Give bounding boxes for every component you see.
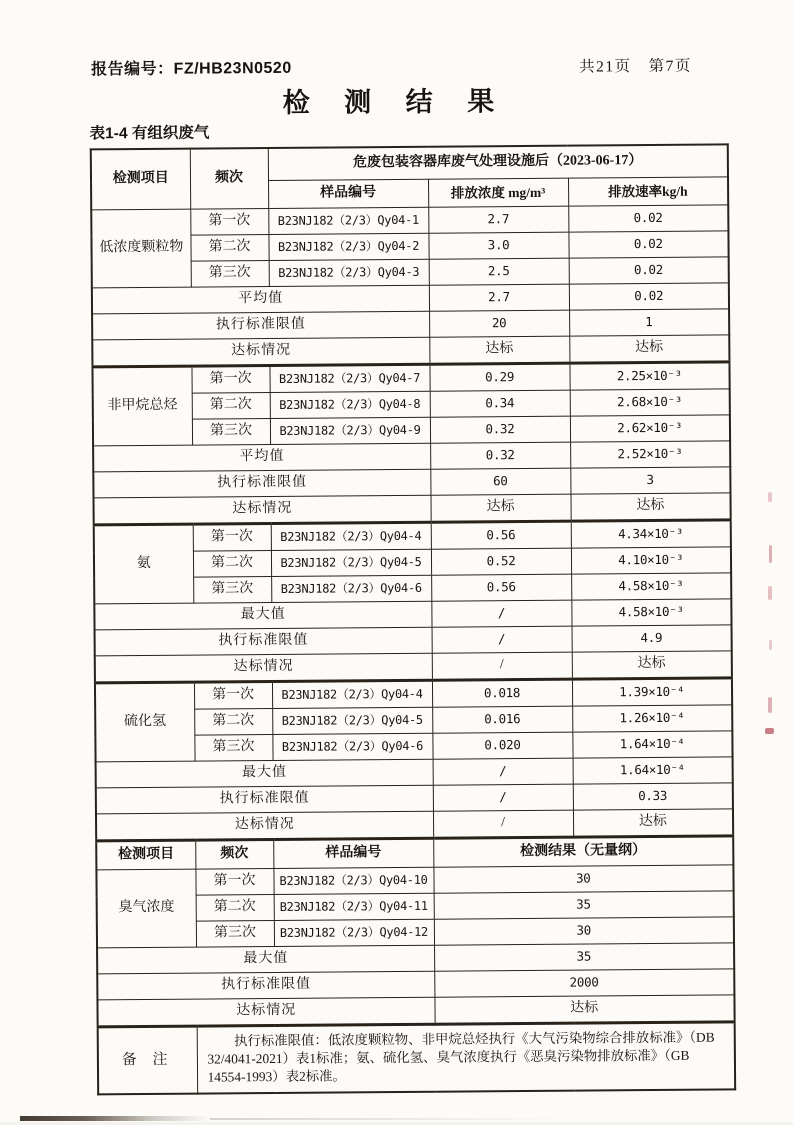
limit-rate-cell: 3 — [570, 467, 730, 494]
conc-cell: 0.32 — [430, 416, 570, 443]
pollutant-name-cell: 硫化氢 — [95, 682, 195, 762]
summary-rate-cell: 0.02 — [569, 283, 729, 310]
header-item-cell: 检测项目 — [91, 149, 190, 210]
report-number: 报告编号：FZ/HB23N0520 — [91, 59, 292, 79]
pollutant-name-cell: 低浓度颗粒物 — [91, 209, 191, 288]
conc-cell: 3.0 — [428, 232, 568, 259]
sample-id-cell: B23NJ182（2/3）Qy04-9 — [270, 417, 430, 444]
freq-cell: 第二次 — [194, 709, 272, 736]
sample-id-cell: B23NJ182（2/3）Qy04-2 — [268, 233, 428, 260]
limit-conc-cell: 60 — [430, 468, 570, 495]
conc-cell: 0.020 — [432, 732, 572, 759]
freq-cell: 第三次 — [191, 261, 269, 288]
header-sample-cell: 样品编号 — [268, 179, 428, 208]
table-caption: 表1-4 有组织废气 — [89, 124, 210, 143]
limit-conc-cell: / — [432, 626, 572, 653]
summary-label-cell: 平均值 — [92, 285, 429, 314]
conc-cell: 0.52 — [431, 548, 571, 575]
header-rate-cell: 排放速率kg/h — [568, 177, 728, 206]
limit-rate-cell: 1 — [569, 309, 729, 336]
freq-cell: 第一次 — [195, 869, 273, 896]
freq-cell: 第三次 — [192, 419, 270, 446]
remark-label-cell: 备 注 — [98, 1026, 198, 1094]
header-row-1 — [91, 144, 728, 182]
rate-cell: 1.26×10⁻⁴ — [572, 705, 732, 732]
red-bleed-mark — [768, 586, 772, 600]
limit-rate-cell: 0.33 — [573, 783, 733, 810]
conc-cell: 0.29 — [429, 363, 569, 391]
remark-body-cell — [197, 1022, 736, 1094]
conc-cell: 0.016 — [432, 706, 572, 733]
sample-id-cell: B23NJ182（2/3）Qy04-8 — [270, 391, 430, 418]
limit-label-cell: 执行标准限值 — [97, 971, 434, 1000]
limit-conc-cell: 20 — [429, 310, 569, 337]
status-result-cell: 达标 — [434, 995, 734, 1024]
freq-cell: 第二次 — [192, 393, 270, 420]
freq-cell: 第一次 — [191, 366, 269, 394]
rate-cell: 4.34×10⁻³ — [571, 520, 731, 548]
summary-rate-cell: 4.58×10⁻³ — [571, 599, 731, 626]
summary-label-cell: 最大值 — [94, 601, 431, 630]
status-rate-cell: 达标 — [569, 335, 729, 363]
conc-cell: 0.34 — [430, 390, 570, 417]
remark-row — [98, 1022, 736, 1095]
limit-label-cell: 执行标准限值 — [95, 627, 432, 656]
red-bleed-mark — [769, 545, 772, 563]
rate-cell: 1.39×10⁻⁴ — [572, 678, 732, 706]
pollutant-name-cell: 氨 — [94, 524, 194, 604]
header-item-cell: 检测项目 — [96, 840, 195, 870]
status-conc-cell: / — [433, 810, 573, 838]
freq-cell: 第二次 — [196, 895, 274, 922]
freq-cell: 第一次 — [193, 524, 271, 552]
status-rate-cell: 达标 — [573, 809, 733, 837]
rate-cell: 0.02 — [568, 231, 728, 258]
scan-edge-smudge — [20, 1116, 210, 1121]
summary-result-cell: 35 — [434, 943, 734, 971]
freq-cell: 第二次 — [193, 551, 271, 578]
rate-cell: 1.64×10⁻⁴ — [572, 731, 732, 758]
red-bleed-mark — [769, 640, 772, 650]
freq-cell: 第一次 — [194, 682, 272, 710]
status-label-cell: 达标情况 — [95, 653, 432, 683]
freq-cell: 第一次 — [190, 209, 268, 236]
header-freq-cell: 频次 — [190, 148, 268, 209]
sample-id-cell: B23NJ182（2/3）Qy04-6 — [272, 733, 432, 760]
results-table — [90, 143, 736, 1095]
header-result-cell: 检测结果（无量纲） — [433, 836, 733, 867]
limit-conc-cell: / — [433, 784, 573, 811]
scan-edge-smudge-faint — [210, 1118, 570, 1120]
result-cell: 30 — [434, 917, 734, 945]
summary-conc-cell: 2.7 — [429, 284, 569, 311]
summary-label-cell: 平均值 — [93, 443, 430, 472]
limit-label-cell: 执行标准限值 — [93, 469, 430, 498]
freq-cell: 第三次 — [193, 577, 271, 604]
conc-cell: 0.56 — [431, 521, 571, 549]
summary-rate-cell: 2.52×10⁻³ — [570, 441, 730, 468]
freq-cell: 第三次 — [196, 921, 274, 948]
conc-cell: 2.7 — [428, 206, 568, 233]
status-conc-cell: 达标 — [430, 494, 570, 522]
header-conc-cell: 排放浓度 mg/m³ — [428, 178, 568, 207]
sample-id-cell: B23NJ182（2/3）Qy04-12 — [274, 919, 434, 946]
summary-label-cell: 最大值 — [97, 945, 434, 974]
limit-label-cell: 执行标准限值 — [92, 311, 429, 340]
rate-cell: 4.58×10⁻³ — [571, 573, 731, 600]
conc-cell: 2.5 — [429, 258, 569, 285]
red-bleed-mark — [765, 728, 774, 734]
result-cell: 30 — [433, 865, 733, 893]
freq-cell: 第二次 — [190, 235, 268, 262]
sample-id-cell: B23NJ182（2/3）Qy04-11 — [274, 893, 434, 920]
red-bleed-mark — [768, 697, 772, 713]
summary-label-cell: 最大值 — [96, 759, 433, 788]
sample-id-cell: B23NJ182（2/3）Qy04-6 — [271, 575, 431, 602]
status-label-cell: 达标情况 — [97, 997, 434, 1027]
rate-cell: 0.02 — [569, 257, 729, 284]
sample-id-cell: B23NJ182（2/3）Qy04-3 — [269, 259, 429, 286]
remark-text: 执行标准限值：低浓度颗粒物、非甲烷总烃执行《大气污染物综合排放标准》（DB 32/4041-2021）表1标准；氨、硫化氢、臭气浓度执行《恶臭污染物排放标准》（GB 14554-1993）表2标准。 — [207, 1029, 715, 1085]
sample-id-cell: B23NJ182（2/3）Qy04-10 — [273, 867, 433, 894]
conc-cell: 0.56 — [431, 574, 571, 601]
red-bleed-mark — [768, 492, 772, 502]
limit-rate-cell: 4.9 — [572, 625, 732, 652]
status-rate-cell: 达标 — [572, 651, 732, 679]
summary-rate-cell: 1.64×10⁻⁴ — [573, 757, 733, 784]
rate-cell: 2.68×10⁻³ — [570, 389, 730, 416]
pollutant-name-cell: 臭气浓度 — [96, 869, 196, 948]
limit-result-cell: 2000 — [434, 969, 734, 997]
rate-cell: 0.02 — [568, 205, 728, 232]
status-conc-cell: 达标 — [429, 336, 569, 364]
sample-id-cell: B23NJ182（2/3）Qy04-4 — [271, 522, 431, 550]
limit-label-cell: 执行标准限值 — [96, 785, 433, 814]
status-label-cell: 达标情况 — [94, 495, 431, 525]
page-count: 共21页 第7页 — [579, 57, 692, 76]
sample-id-cell: B23NJ182（2/3）Qy04-5 — [271, 549, 431, 576]
header-facility-cell: 危废包装容器库废气处理设施后（2023-06-17） — [268, 144, 728, 180]
sample-id-cell: B23NJ182（2/3）Qy04-1 — [268, 207, 428, 234]
status-rate-cell: 达标 — [570, 493, 730, 521]
result-cell: 35 — [434, 891, 734, 919]
rate-cell: 2.25×10⁻³ — [569, 362, 729, 390]
summary-conc-cell: / — [433, 758, 573, 785]
summary-conc-cell: 0.32 — [430, 442, 570, 469]
document-title: 检 测 结 果 — [282, 86, 504, 118]
sample-id-cell: B23NJ182（2/3）Qy04-5 — [272, 707, 432, 734]
rate-cell: 2.62×10⁻³ — [570, 415, 730, 442]
status-label-cell: 达标情况 — [92, 337, 429, 367]
pollutant-name-cell: 非甲烷总烃 — [92, 366, 192, 446]
sample-id-cell: B23NJ182（2/3）Qy04-4 — [272, 680, 432, 708]
status-conc-cell: / — [432, 652, 572, 680]
freq-cell: 第三次 — [194, 735, 272, 762]
rate-cell: 4.10×10⁻³ — [571, 547, 731, 574]
status-label-cell: 达标情况 — [96, 811, 433, 841]
summary-conc-cell: / — [431, 600, 571, 627]
sample-id-cell: B23NJ182（2/3）Qy04-7 — [269, 364, 429, 392]
conc-cell: 0.018 — [432, 679, 572, 707]
header-sample-cell: 样品编号 — [273, 838, 433, 868]
header-freq-cell: 频次 — [195, 840, 273, 870]
